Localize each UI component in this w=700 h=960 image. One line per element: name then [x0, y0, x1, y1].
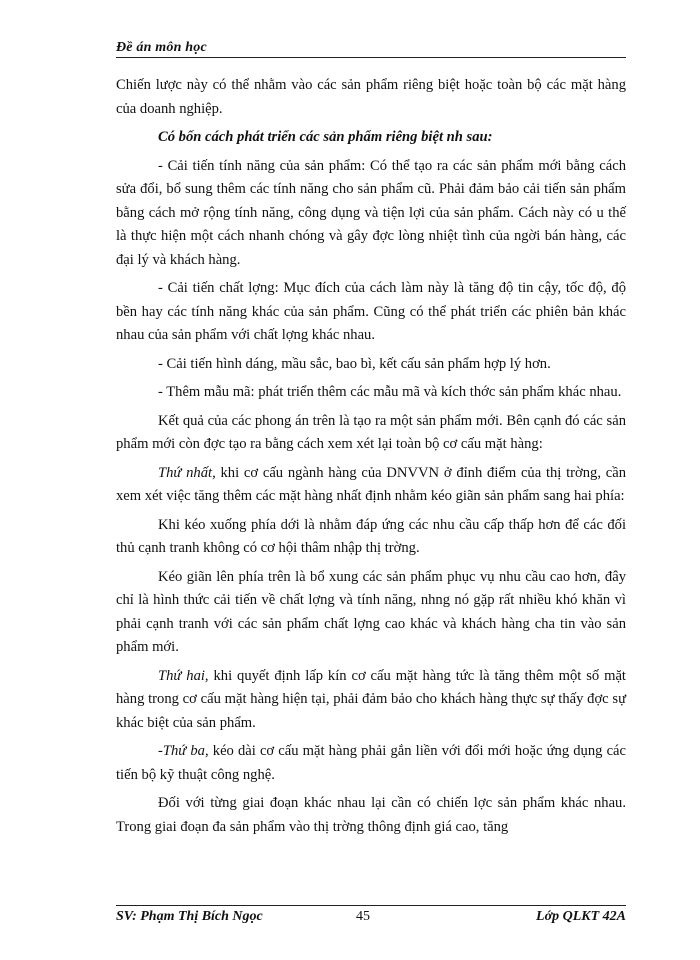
paragraph-subheading: Có bốn cách phát triển các sản phẩm riêng biệt nh sau:: [158, 129, 493, 145]
paragraph-intro: Chiến lược này có thể nhằm vào các sản phẩm riêng biệt hoặc toàn bộ các mặt hàng của doanh nghiệp.: [116, 77, 626, 117]
paragraph-new-models: - Thêm mẫu mã: phát triển thêm các mẫu mã và kích thớc sản phẩm khác nhau.: [158, 384, 622, 400]
footer-class: Lớp QLKT 42A: [536, 909, 626, 924]
paragraph-second-lead: Thứ hai,: [158, 667, 209, 684]
paragraph-shape-improvement: - Cải tiến hình dáng, mầu sắc, bao bì, kết cấu sản phẩm hợp lý hơn.: [158, 355, 551, 372]
page-footer: [116, 905, 626, 928]
footer-page-number: 45: [356, 909, 370, 924]
footer-author: SV: Phạm Thị Bích Ngọc: [116, 909, 263, 924]
paragraph-first: [116, 462, 626, 509]
paragraph-first-lead: Thứ nhất,: [158, 464, 216, 481]
paragraph-second: [116, 665, 626, 736]
paragraph-feature-improvement: - Cải tiến tính năng của sản phẩm: Có thể tạo ra các sản phẩm mới bằng cách sửa đổi, bổ sung thêm các tính năng cho sản phẩm cũ. Phải đảm bảo cải tiến sản phẩm bằng cách mở rộng tính năng, công dụng và tiện lợi của sản phẩm. Cách này có u thế là thực hiện một cách nhanh chóng và gây đợc lòng nhiệt tình của ngời bán hàng, các đại lý và khách hàng.: [116, 157, 626, 268]
document-body: [116, 74, 626, 844]
paragraph-third: [116, 740, 626, 787]
paragraph-second-rest: khi quyết định lấp kín cơ cấu mặt hàng tức là tăng thêm một số mặt hàng trong cơ cấu mặt hàng hiện tại, phải đảm bảo cho khách hàng thực sự thấy đợc sự khác biệt của sản phẩm.: [116, 667, 626, 731]
paragraph-third-dash: -: [158, 743, 163, 759]
paragraph-results: Kết quả của các phong án trên là tạo ra một sản phẩm mới. Bên cạnh đó các sản phẩm mới còn đợc tạo ra bằng cách xem xét lại toàn bộ cơ cấu mặt hàng:: [116, 412, 626, 452]
page-header: [116, 38, 626, 58]
paragraph-stages: Đối với từng giai đoạn khác nhau lại cần có chiến lợc sản phẩm khác nhau. Trong giai đoạn đa sản phẩm vào thị trờng thông định giá cao, tăng: [116, 795, 626, 835]
paragraph-stretch-up: Kéo giãn lên phía trên là bổ xung các sản phẩm phục vụ nhu cầu cao hơn, đây chỉ là hình thức cải tiến về chất lợng và tính năng, nhng nó gặp rất nhiều khó khăn vì phải cạnh tranh với các sản phẩm chất lợng cao khác và khách hàng cha tin vào sản phẩm mới.: [116, 568, 626, 655]
paragraph-quality-improvement: - Cải tiến chất lợng: Mục đích của cách làm này là tăng độ tin cậy, tốc độ, độ bền hay các tính năng khác của sản phẩm. Cũng có thể phát triển các phiên bản khác nhau của sản phẩm với chất lợng khác nhau.: [116, 280, 626, 343]
paragraph-first-rest: khi cơ cấu ngành hàng của DNVVN ở đỉnh điểm của thị trờng, cần xem xét việc tăng thêm các mặt hàng nhất định nhằm kéo giãn sản phẩm sang hai phía:: [116, 464, 627, 504]
paragraph-third-lead: Thứ ba,: [162, 743, 209, 759]
paragraph-third-rest: kéo dài cơ cấu mặt hàng phải gắn liền với đổi mới hoặc ứng dụng các tiến bộ kỹ thuật công nghệ.: [116, 743, 627, 783]
paragraph-stretch-down: Khi kéo xuống phía dới là nhằm đáp ứng các nhu cầu cấp thấp hơn để các đối thủ cạnh tranh không có cơ hội thâm nhập thị trờng.: [116, 516, 626, 556]
header-title: Đề án môn học: [116, 40, 207, 55]
